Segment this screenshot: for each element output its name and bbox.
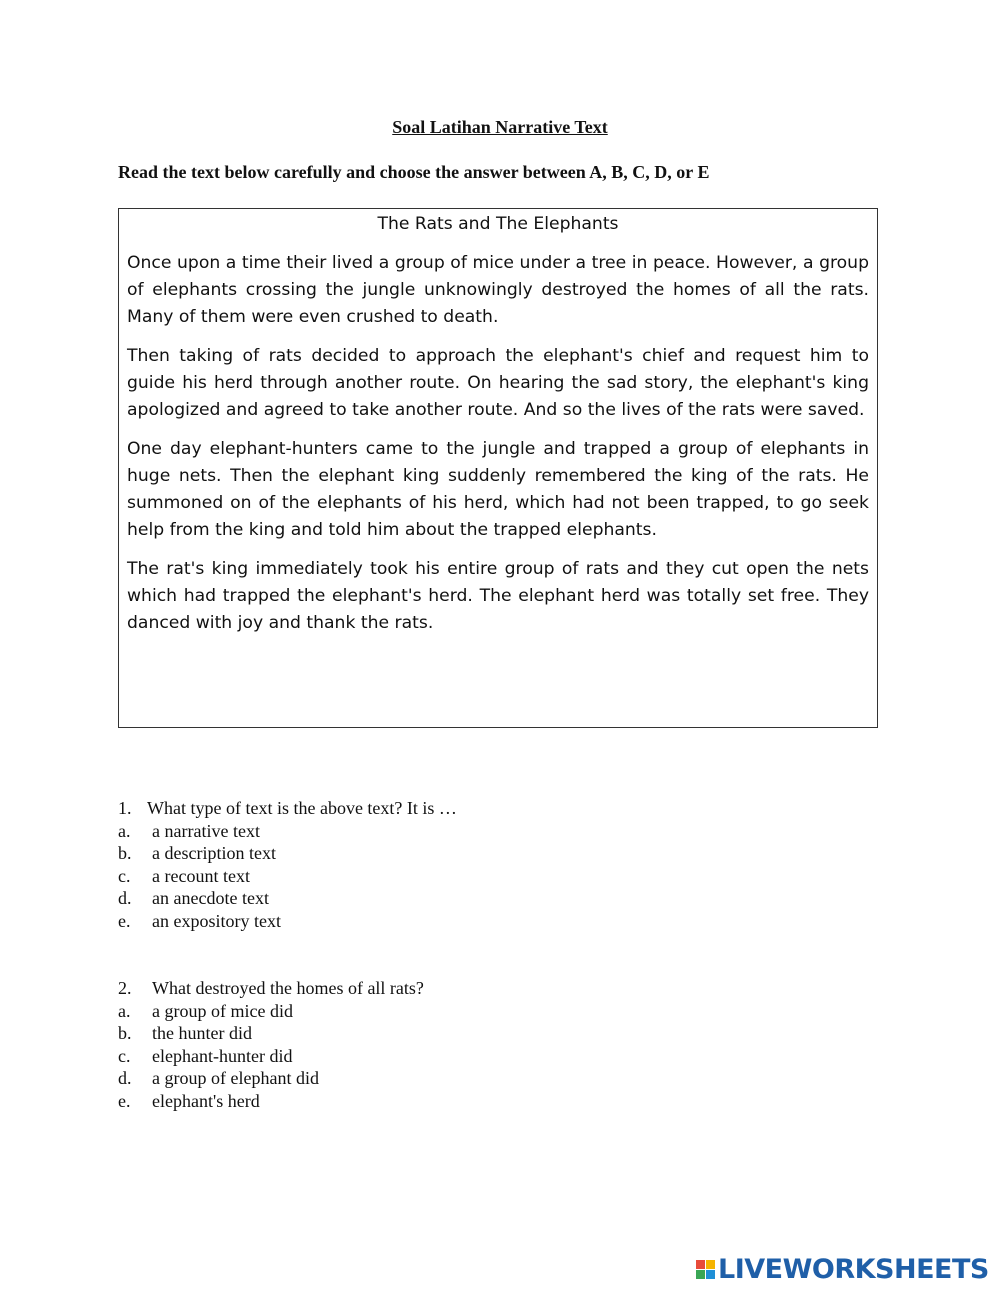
option-text: a recount text xyxy=(152,865,250,886)
answer-option[interactable] xyxy=(118,865,718,888)
question-number: 2. xyxy=(118,978,132,998)
story-paragraph: Then taking of rats decided to approach the elephant's chief and request him to guide his herd through another route. On hearing the sad story, the elephant's king apologized and agreed to take another route. And so the lives of the rats were saved. xyxy=(127,346,869,420)
answer-option[interactable] xyxy=(118,842,718,865)
story-paragraph: Once upon a time their lived a group of mice under a tree in peace. However, a group of elephants crossing the jungle unknowingly destroyed the homes of all the rats. Many of them were even crushed to death. xyxy=(127,253,869,327)
question-2 xyxy=(118,977,718,1113)
option-letter: e. xyxy=(118,910,131,931)
option-letter: c. xyxy=(118,1045,131,1066)
option-text: an anecdote text xyxy=(152,888,269,909)
option-text: the hunter did xyxy=(152,1023,252,1044)
option-letter: d. xyxy=(118,888,132,909)
logo-block xyxy=(706,1260,715,1269)
question-stem xyxy=(118,977,718,1000)
answer-option[interactable] xyxy=(118,1067,718,1090)
story-box xyxy=(118,208,878,728)
question-stem xyxy=(118,797,718,820)
logo-blocks-icon xyxy=(696,1260,715,1279)
answer-option[interactable] xyxy=(118,910,718,933)
story-title: The Rats and The Elephants xyxy=(377,214,619,234)
story-paragraph: One day elephant-hunters came to the jungle and trapped a group of elephants in huge nets. Then the elephant king suddenly remembered the king of the rats. He summoned on of the elephants of his herd, which had not been trapped, to go seek help from the king and told him about the trapped elephants. xyxy=(127,439,869,540)
option-letter: a. xyxy=(118,820,131,841)
answer-option[interactable] xyxy=(118,887,718,910)
option-text: a group of mice did xyxy=(152,1000,293,1021)
worksheet-instruction: Read the text below carefully and choose the answer between A, B, C, D, or E xyxy=(118,162,710,182)
option-letter: a. xyxy=(118,1000,131,1021)
option-text: a group of elephant did xyxy=(152,1068,319,1089)
answer-option[interactable] xyxy=(118,1090,718,1113)
answer-option[interactable] xyxy=(118,1022,718,1045)
option-text: a narrative text xyxy=(152,820,260,841)
option-text: an expository text xyxy=(152,910,281,931)
question-1 xyxy=(118,797,718,933)
option-text: elephant's herd xyxy=(152,1090,260,1111)
option-letter: c. xyxy=(118,865,131,886)
story-paragraph: The rat's king immediately took his entire group of rats and they cut open the nets which had trapped the elephant's herd. The elephant herd was totally set free. They danced with joy and thank the rats. xyxy=(127,559,869,633)
answer-option[interactable] xyxy=(118,1045,718,1068)
worksheet-title: Soal Latihan Narrative Text xyxy=(392,117,608,137)
answer-option[interactable] xyxy=(118,1000,718,1023)
question-text: What destroyed the homes of all rats? xyxy=(152,978,424,998)
option-letter: e. xyxy=(118,1090,131,1111)
option-letter: b. xyxy=(118,1023,132,1044)
question-text: What type of text is the above text? It is … xyxy=(147,798,457,818)
logo-block xyxy=(696,1270,705,1279)
option-text: a description text xyxy=(152,843,276,864)
question-number: 1. xyxy=(118,798,132,818)
option-letter: d. xyxy=(118,1068,132,1089)
logo-block xyxy=(706,1270,715,1279)
liveworksheets-logo[interactable] xyxy=(696,1253,989,1285)
answer-option[interactable] xyxy=(118,820,718,843)
logo-brand-text: LIVEWORKSHEETS xyxy=(718,1253,989,1285)
logo-block xyxy=(696,1260,705,1269)
option-text: elephant-hunter did xyxy=(152,1045,293,1066)
option-letter: b. xyxy=(118,843,132,864)
